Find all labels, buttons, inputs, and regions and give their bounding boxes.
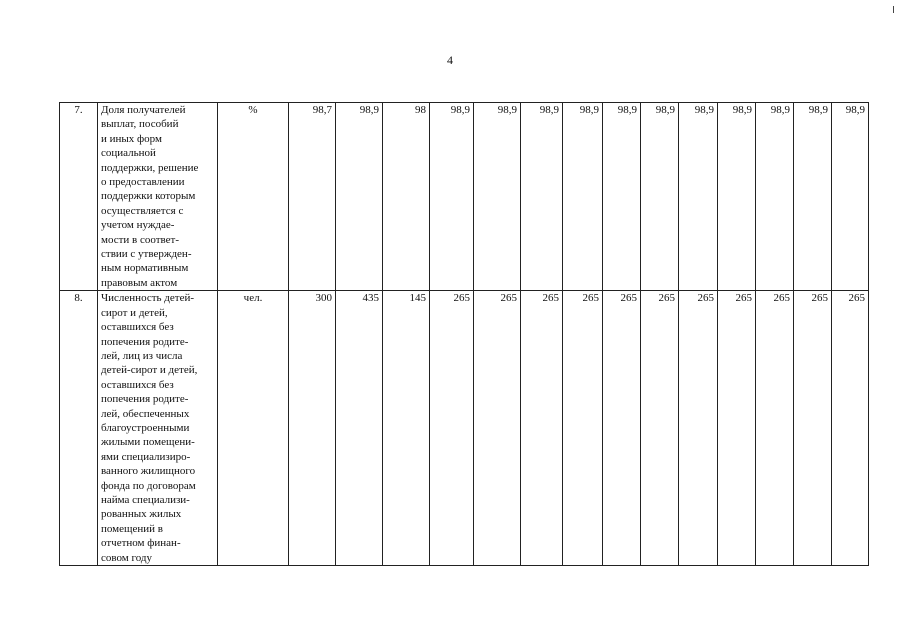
value-cell: 98,9 xyxy=(603,103,641,291)
value-cell: 300 xyxy=(289,291,336,566)
indicator-name-line: ями специализиро- xyxy=(101,450,191,463)
indicator-name-line: ным нормативным xyxy=(101,262,189,275)
indicator-name-line: сирот и детей, xyxy=(101,306,168,319)
value-cell: 98,9 xyxy=(336,103,383,291)
value-cell: 98,9 xyxy=(679,103,718,291)
value-cell: 265 xyxy=(794,291,832,566)
indicator-name-line: осуществляется с xyxy=(101,204,184,217)
table-row xyxy=(60,291,869,566)
indicator-name-line: лей, обеспеченных xyxy=(101,407,190,420)
indicator-name-line: оставшихся без xyxy=(101,321,174,334)
value-cell: 265 xyxy=(603,291,641,566)
value-cell: 265 xyxy=(832,291,869,566)
indicator-name-line: о предоставлении xyxy=(101,176,185,189)
value-cell: 98,9 xyxy=(563,103,603,291)
value-cell: 145 xyxy=(383,291,430,566)
unit-cell: % xyxy=(218,103,289,291)
value-cell: 265 xyxy=(641,291,679,566)
scan-edge-mark xyxy=(893,6,894,13)
row-index: 8. xyxy=(60,291,98,566)
indicator-name-line: Численность детей- xyxy=(101,292,195,305)
indicator-name-line: оставшихся без xyxy=(101,378,174,391)
indicator-name-line: попечения родите- xyxy=(101,393,189,406)
value-cell: 265 xyxy=(430,291,474,566)
table-row xyxy=(60,103,869,291)
value-cell: 98,9 xyxy=(521,103,563,291)
indicator-name-line: найма специализи- xyxy=(101,493,190,506)
value-cell: 265 xyxy=(718,291,756,566)
indicator-name-line: помещений в xyxy=(101,522,163,535)
indicator-name-line: ванного жилищного xyxy=(101,465,196,478)
indicator-name-line: социальной xyxy=(101,147,156,160)
indicator-name-line: совом году xyxy=(101,551,153,564)
value-cell: 98,7 xyxy=(289,103,336,291)
indicator-name-line: и иных форм xyxy=(101,132,162,145)
value-cell: 98,9 xyxy=(641,103,679,291)
indicator-name-line: попечения родите- xyxy=(101,335,189,348)
value-cell: 265 xyxy=(756,291,794,566)
value-cell: 265 xyxy=(563,291,603,566)
indicator-name-line: выплат, пособий xyxy=(101,118,179,131)
indicator-name-line: рованных жилых xyxy=(101,508,182,521)
value-cell: 98,9 xyxy=(474,103,521,291)
value-cell: 98,9 xyxy=(718,103,756,291)
indicator-name-line: ствии с утвержден- xyxy=(101,248,192,261)
indicator-name-line: благоустроенными xyxy=(101,421,190,434)
value-cell: 98,9 xyxy=(832,103,869,291)
indicator-name-line: фонда по договорам xyxy=(101,479,196,492)
indicator-table xyxy=(59,102,869,566)
indicator-name-line: мости в соответ- xyxy=(101,233,180,246)
value-cell: 98 xyxy=(383,103,430,291)
indicator-name-line: поддержки, решение xyxy=(101,161,199,174)
unit-cell: чел. xyxy=(218,291,289,566)
value-cell: 98,9 xyxy=(430,103,474,291)
indicator-name-line: отчетном финан- xyxy=(101,537,181,550)
indicator-name-line: Доля получателей xyxy=(101,104,186,116)
page-number: 4 xyxy=(447,53,453,67)
indicator-name-line: жилыми помещени- xyxy=(101,436,195,449)
row-index: 7. xyxy=(60,103,98,291)
indicator-name-line: правовым актом xyxy=(101,276,178,289)
indicator-name-line: лей, лиц из числа xyxy=(101,349,183,362)
value-cell: 98,9 xyxy=(794,103,832,291)
indicator-name-line: учетом нуждае- xyxy=(101,219,175,232)
value-cell: 265 xyxy=(521,291,563,566)
indicator-name xyxy=(98,291,218,566)
indicator-name-line: поддержки которым xyxy=(101,190,196,203)
indicator-name xyxy=(98,103,218,291)
value-cell: 435 xyxy=(336,291,383,566)
value-cell: 265 xyxy=(679,291,718,566)
value-cell: 98,9 xyxy=(756,103,794,291)
indicator-name-line: детей-сирот и детей, xyxy=(101,364,198,377)
value-cell: 265 xyxy=(474,291,521,566)
